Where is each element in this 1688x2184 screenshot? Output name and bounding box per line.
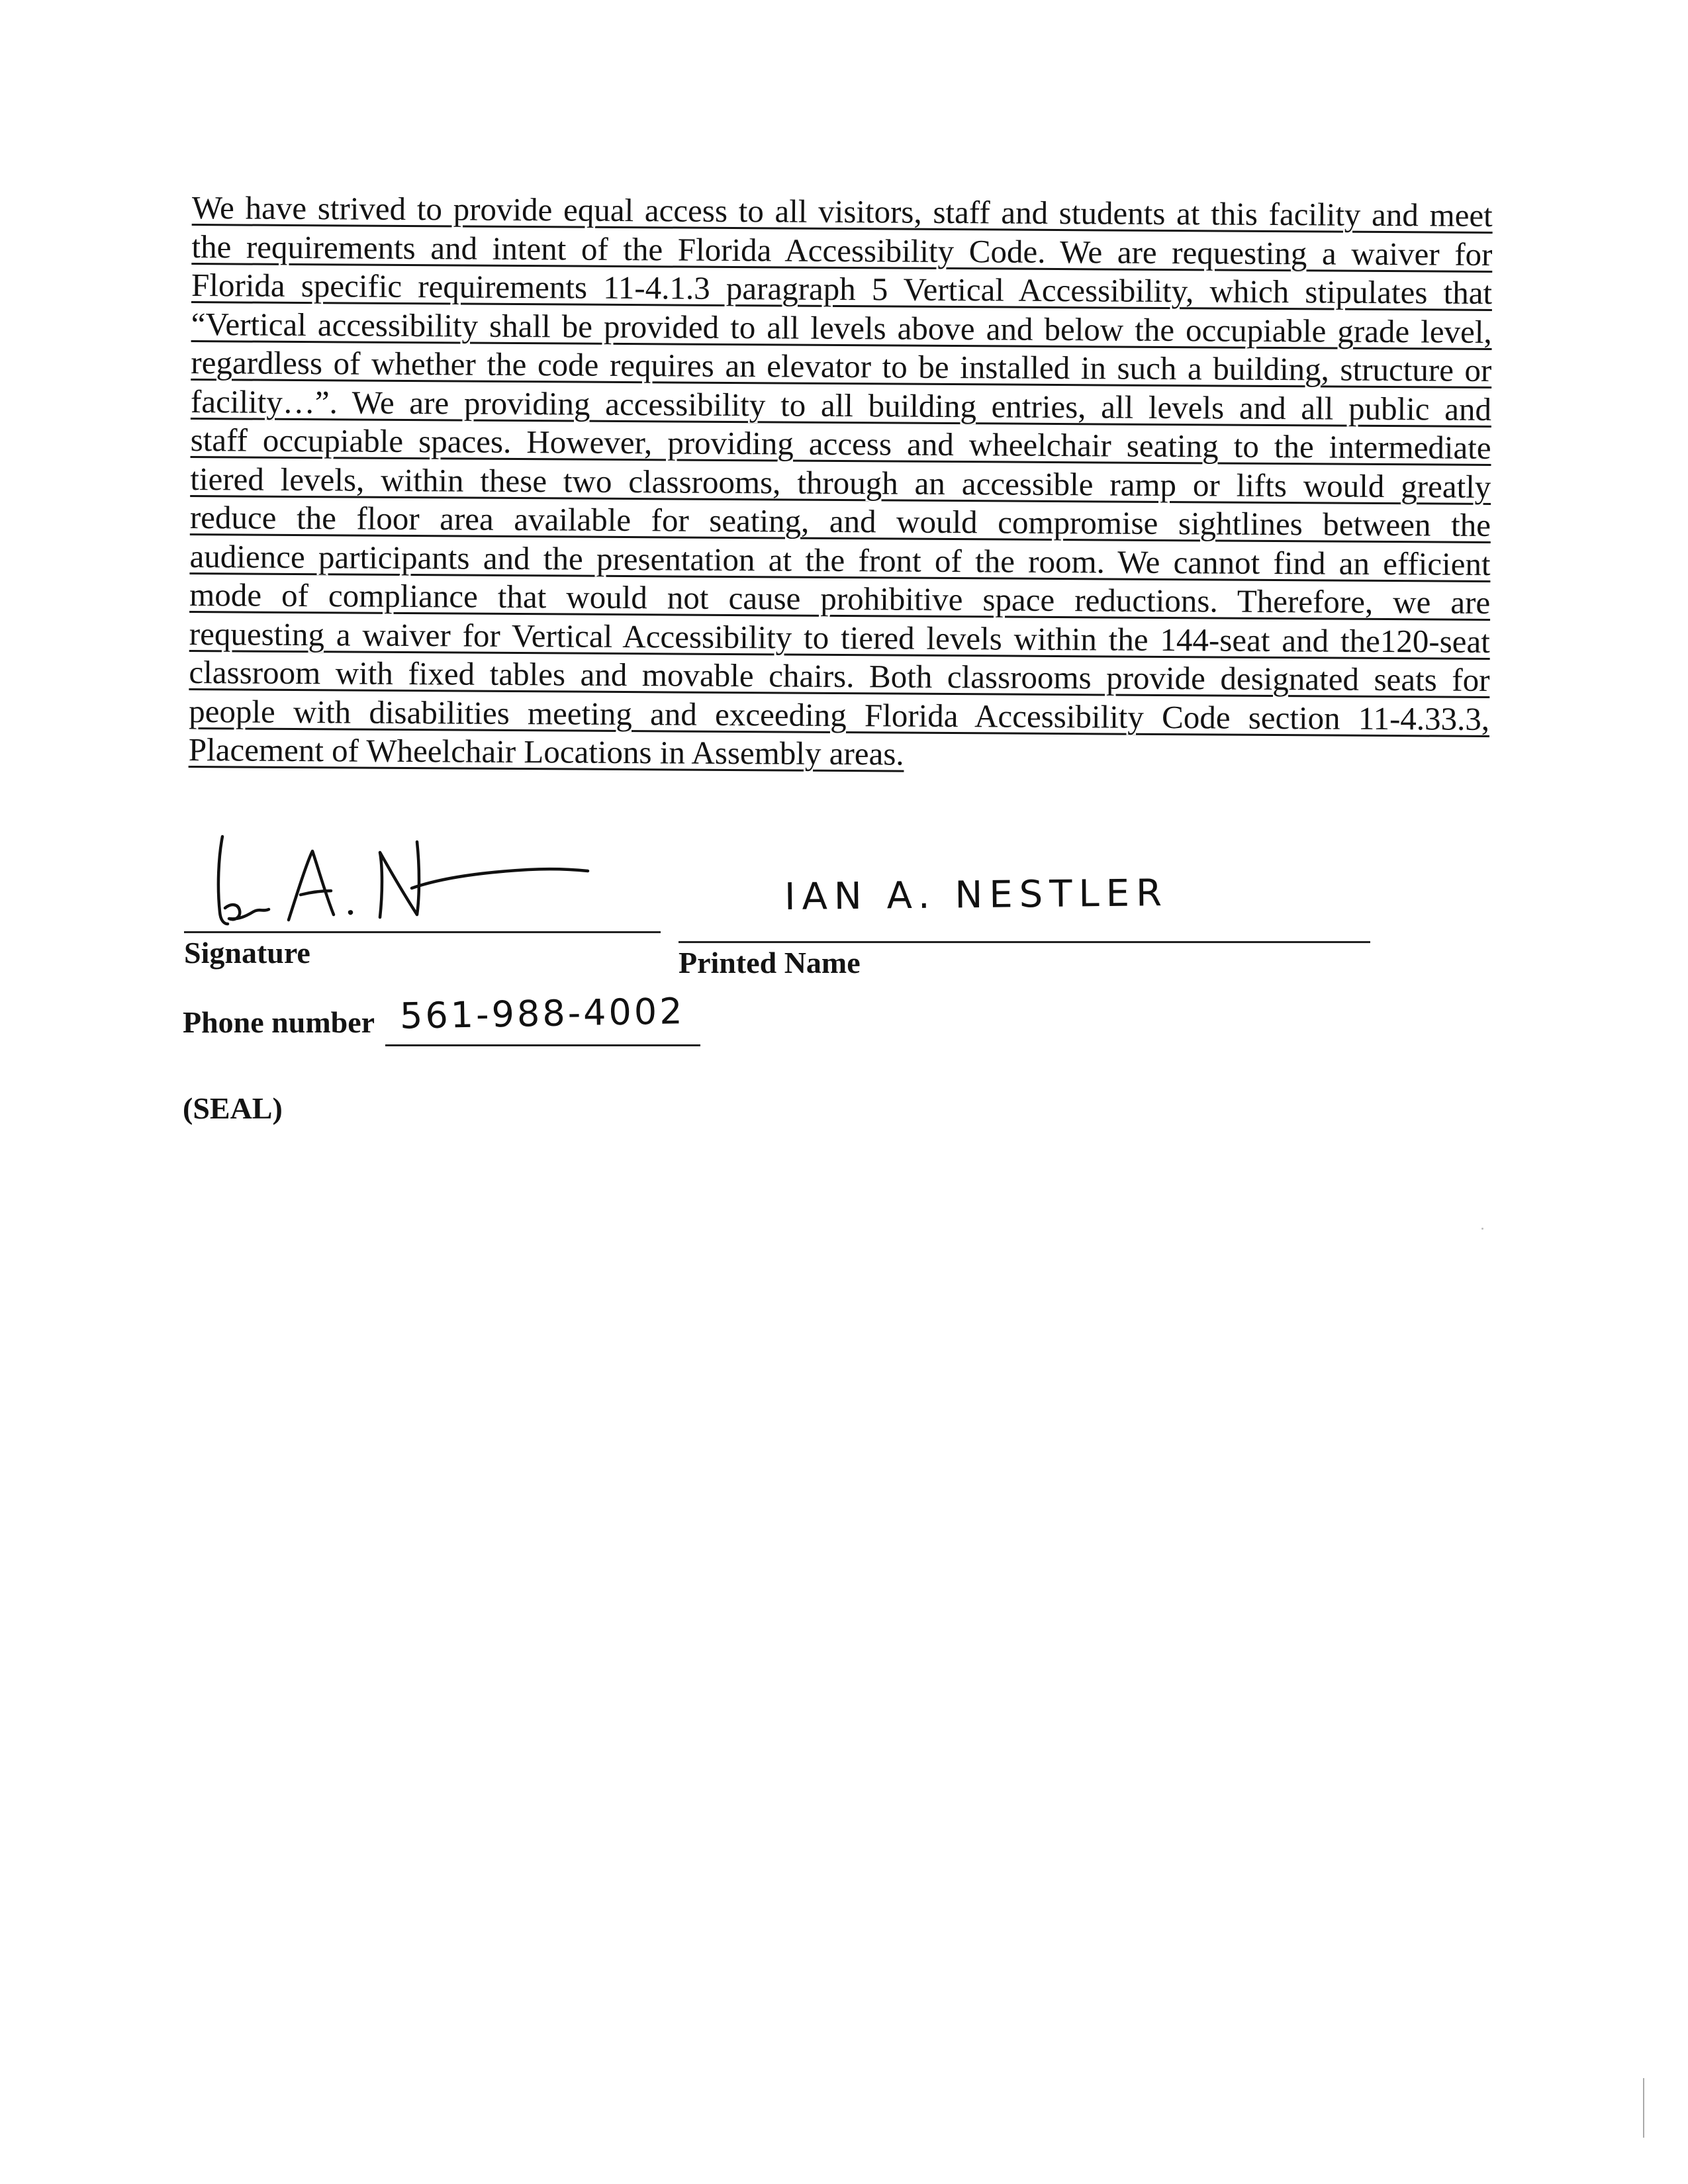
printed-name-block [679, 871, 1374, 979]
printed-name-value: IAN A. NESTLER [784, 871, 1169, 919]
paragraph-line: audience participants and the presentation at the front of the room. We cannot find an efficient [189, 537, 1491, 582]
scan-edge-mark [1643, 2078, 1644, 2138]
paragraph-line: classroom with fixed tables and movable chairs. Both classrooms provide designated seats for [189, 653, 1490, 698]
paragraph-line: requesting a waiver for Vertical Accessibility to tiered levels within the 144-seat and the120-seat [189, 615, 1491, 660]
paragraph-line: Florida specific requirements 11-4.1.3 paragraph 5 Vertical Accessibility, which stipulates that [191, 266, 1493, 312]
scan-speck [1481, 1228, 1483, 1230]
paragraph-line: the requirements and intent of the Florida Accessibility Code. We are requesting a waiver for [191, 228, 1493, 273]
paragraph-line: facility…”. We are providing accessibility to all building entries, all levels and all public and [190, 383, 1492, 428]
signature-line [184, 931, 661, 933]
phone-number-label: Phone number [183, 1005, 375, 1039]
printed-name-label: Printed Name [679, 946, 861, 979]
waiver-request-paragraph [189, 189, 1493, 777]
paragraph-line: mode of compliance that would not cause prohibitive space reductions. Therefore, we are [189, 576, 1491, 621]
paragraph-line: “Vertical accessibility shall be provided to all levels above and below the occupiable grade level, [191, 305, 1492, 350]
seal-label: (SEAL) [183, 1091, 283, 1125]
signature-label: Signature [184, 936, 310, 970]
signature-block [184, 827, 661, 973]
paragraph-line: We have strived to provide equal access to all visitors, staff and students at this facility and meet [191, 189, 1493, 234]
printed-name-line [679, 941, 1370, 943]
paragraph-line: tiered levels, within these two classrooms, through an accessible ramp or lifts would greatly [190, 460, 1491, 505]
phone-number-line [385, 1044, 700, 1046]
paragraph-line: staff occupiable spaces. However, providing access and wheelchair seating to the intermediate [190, 421, 1491, 466]
paragraph-line: people with disabilities meeting and exceeding Florida Accessibility Code section 11-4.33.3, [189, 692, 1490, 737]
phone-number-block [183, 990, 712, 1066]
paragraph-line: reduce the floor area available for seating, and would compromise sightlines between the [189, 498, 1491, 543]
handwritten-signature [184, 827, 608, 936]
paragraph-line: regardless of whether the code requires an elevator to be installed in such a building, structure or [191, 343, 1492, 388]
paragraph-line: Placement of Wheelchair Locations in Assembly areas. [188, 731, 904, 772]
phone-number-value: 561-988-4002 [399, 990, 686, 1037]
